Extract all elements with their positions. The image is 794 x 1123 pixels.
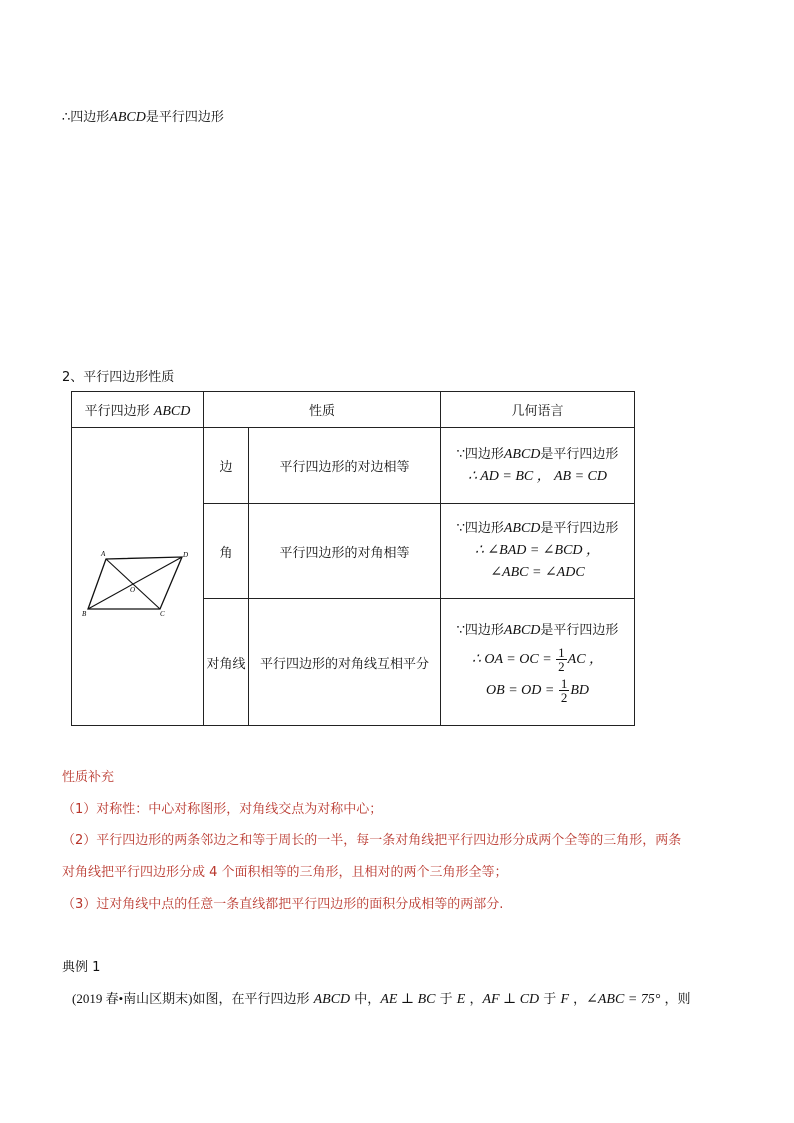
supplement-item-2a: （2）平行四边形的两条邻边之和等于周长的一半，每一条对角线把平行四边形分成两个全等的三角形，两条	[62, 833, 682, 848]
conclusion-var: ABCD	[109, 110, 146, 125]
table-row	[72, 428, 635, 504]
supplement-item-2b: 对角线把平行四边形分成 4 个面积相等的三角形，且相对的两个三角形全等；	[62, 865, 508, 880]
geo-side: ∵四边形ABCD是平行四边形 ∴ AD = BC ， AB = CD	[441, 428, 635, 504]
diagonal-bd	[88, 557, 182, 609]
label-o: O	[129, 585, 135, 594]
supplement-item-3: （3）过对角线中点的任意一条直线都把平行四边形的面积分成相等的两部分.	[62, 897, 504, 912]
figure-cell	[72, 428, 204, 726]
label-a: A	[100, 549, 105, 558]
label-b: B	[81, 609, 86, 618]
label-c: C	[159, 609, 165, 618]
example-text: (2019 春•南山区期末)如图，在平行四边形 ABCD 中，AE ⊥ BC 于 E ，AF ⊥ CD 于 F ，∠ABC = 75° ，则	[72, 991, 691, 1007]
example-title: 典例 1	[62, 960, 101, 975]
header-property: 性质	[204, 392, 441, 428]
conclusion-suffix: 是平行四边形	[145, 110, 224, 125]
property-side: 平行四边形的对边相等	[249, 428, 441, 504]
property-diagonal: 平行四边形的对角线互相平分	[249, 599, 441, 726]
conclusion-line	[62, 106, 224, 126]
label-d: D	[182, 550, 188, 559]
supplement-item-1: （1）对称性：中心对称图形，对角线交点为对称中心；	[62, 802, 383, 817]
properties-table	[71, 391, 635, 726]
conclusion-prefix: ∴四边形	[62, 110, 110, 125]
geo-diagonal: ∵四边形ABCD是平行四边形 ∴ OA = OC = $\frac{1}{2}$ AC ， OB = OD = $\frac{1}{2}$ BD	[441, 599, 635, 726]
table-header-row	[72, 392, 635, 428]
category-angle: 角	[204, 504, 249, 599]
category-diagonal: 对角线	[204, 599, 249, 726]
supplement-title: 性质补充	[62, 770, 115, 785]
fraction-half: $\frac{1}{2}$	[560, 676, 568, 705]
fraction-half: $\frac{1}{2}$	[558, 645, 565, 674]
header-geo-language: 几何语言	[441, 392, 635, 428]
parallelogram-figure	[78, 547, 198, 627]
header-figure: 平行四边形 ABCD	[72, 392, 204, 428]
geo-angle: ∵四边形ABCD是平行四边形 ∴ ∠BAD = ∠BCD ， ∠ABC = ∠ADC	[441, 504, 635, 599]
category-side: 边	[204, 428, 249, 504]
property-angle: 平行四边形的对角相等	[249, 504, 441, 599]
section-title: 2、平行四边形性质	[62, 370, 175, 385]
